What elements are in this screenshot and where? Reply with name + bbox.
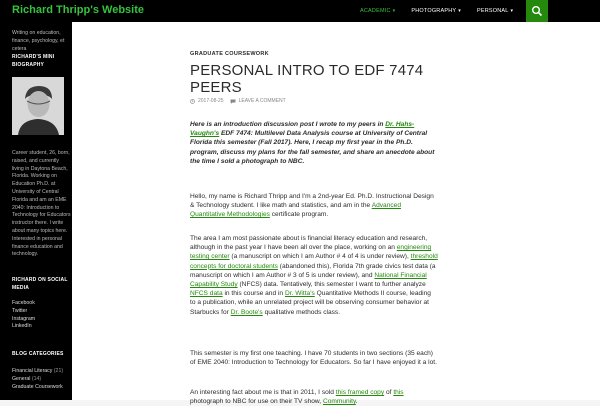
- site-title[interactable]: Richard Thripp's Website: [12, 4, 144, 16]
- link-dr-hahs-vaughn[interactable]: Dr. Hahs-Vaughn's: [190, 121, 415, 138]
- social-link-linkedin[interactable]: LinkedIn: [12, 323, 32, 330]
- link-this-photograph[interactable]: this: [393, 389, 404, 396]
- paragraph-text: Quantitative Methods II course, leading to a publication, while an unrelated project will be observing consumer behavior at Starbucks for: [190, 290, 431, 316]
- sidebar: [0, 22, 72, 400]
- post-paragraph: This semester is my first one teaching. I have 70 students in two sections (35 each) of EME 2040: Introduction to Technology for Educators. So far I have enjoyed it a lot.: [190, 350, 437, 367]
- paragraph-text: qualitative methods class.: [262, 308, 341, 316]
- post-category-link[interactable]: GRADUATE COURSEWORK: [190, 51, 269, 57]
- avatar: [12, 77, 64, 135]
- caret-down-icon: ▾: [392, 8, 396, 14]
- bio-text: Career student, 26, born, raised, and currently living in Daytona Beach, Florida. Working on Education Ph.D. at University of Central Florida and am an EME 2040: Introduction to Technology for Educators instructor there. I write about many topics here. Interested in personal finance education and technology.: [12, 150, 71, 258]
- post-intro: [190, 120, 438, 166]
- link-engineering-testing-center[interactable]: engineering testing center: [190, 244, 432, 261]
- caret-down-icon: ▾: [458, 8, 461, 14]
- bio-heading: RICHARD'S MINI BIOGRAPHY: [12, 54, 55, 68]
- main-content: [72, 22, 600, 406]
- paragraph-text: .: [355, 398, 358, 406]
- search-icon: [531, 5, 543, 17]
- top-bar: [0, 0, 600, 22]
- category-count: (21): [53, 368, 64, 374]
- link-nfcs-data[interactable]: NFCS data: [190, 290, 223, 298]
- leave-comment-link[interactable]: LEAVE A COMMENT: [238, 98, 286, 104]
- post-date[interactable]: 2017-08-25: [198, 98, 224, 104]
- social-link-twitter[interactable]: Twitter: [12, 307, 28, 314]
- site-tagline: Writing on education, finance, psychology, et cetera: [12, 30, 65, 52]
- link-nfcs[interactable]: National Financial Capability Study: [190, 271, 427, 289]
- category-count: (14): [31, 375, 42, 382]
- link-advanced-quantitative-methodologies[interactable]: Advanced Quantitative Methodologies: [190, 202, 402, 219]
- nav-item-academic[interactable]: [352, 0, 403, 22]
- paragraph-text: photograph to NBC for use on their TV show,: [190, 398, 323, 406]
- clock-icon: [190, 99, 195, 104]
- paragraph-text: (NFCS) data. Tentatively, this semester I want to further analyze: [237, 281, 426, 289]
- social-link-instagram[interactable]: Instagram: [12, 315, 36, 322]
- paragraph-text: of: [384, 389, 394, 396]
- intro-text: Here is an introduction discussion post I wrote to my peers in: [190, 121, 386, 128]
- nav-item-label: PERSONAL: [476, 8, 509, 14]
- nav-item-label: PHOTOGRAPHY: [411, 8, 457, 14]
- social-links: [12, 300, 72, 331]
- post-paragraph: [190, 192, 438, 220]
- nav-item-label: ACADEMIC: [360, 8, 391, 14]
- paragraph-text: Hello, my name is Richard Thripp and I'm a 2nd-year Ed. Ph.D. Instructional Design & Technology student. I like math and statistics, and am in the: [190, 193, 434, 210]
- post-meta: [190, 98, 286, 104]
- paragraph-text: An interesting fact about me is that in 2011, I sold: [190, 389, 336, 396]
- link-framed-copy[interactable]: this framed copy: [335, 389, 385, 396]
- category-item[interactable]: [12, 368, 72, 376]
- main-nav: [352, 0, 521, 22]
- paragraph-text: (abandoned this), Florida 7th grade civics test data (a manuscript on which I am Author # 3 of 5 is under review), and: [190, 262, 436, 279]
- comment-icon: [230, 99, 236, 104]
- category-item[interactable]: [12, 376, 72, 384]
- link-community[interactable]: Community: [322, 398, 356, 406]
- nav-item-personal[interactable]: [469, 0, 521, 22]
- paragraph-text: in this course and in: [222, 290, 285, 298]
- paragraph-text: (a manuscript on which I am Author # 4 of 4 is under review),: [229, 253, 411, 261]
- link-dr-boote[interactable]: Dr. Boote's: [230, 308, 263, 316]
- post-title: PERSONAL INTRO TO EDF 7474 PEERS: [190, 62, 424, 96]
- category-name: Graduate Coursework: [12, 383, 63, 390]
- post-paragraph: [190, 388, 438, 406]
- category-name: Financial Literacy: [12, 368, 53, 374]
- intro-text: EDF 7474: Multilevel Data Analysis course at University of Central Florida this semester (Fall 2017). Here, I recap my first year in the Ph.D. program, discuss my plans for the fall semester, and share an anecdote about the time I sold a photograph to NBC.: [190, 130, 435, 165]
- link-threshold-concepts[interactable]: threshold concepts for doctoral students: [190, 253, 438, 270]
- search-button[interactable]: [526, 0, 548, 22]
- categories-heading: BLOG CATEGORIES: [12, 351, 64, 357]
- social-link-facebook[interactable]: Facebook: [12, 300, 35, 306]
- paragraph-text: The area I am most passionate about is financial literacy education and research, although in the past year I have been all over the place, working on an: [190, 235, 428, 252]
- categories-list: [12, 368, 72, 391]
- nav-item-photography[interactable]: [403, 0, 469, 22]
- category-name: General: [12, 375, 31, 382]
- social-heading: RICHARD ON SOCIAL MEDIA: [12, 277, 68, 291]
- link-dr-witta[interactable]: Dr. Witta's: [284, 290, 315, 298]
- post-paragraph: [190, 234, 438, 317]
- paragraph-text: certificate program.: [269, 211, 329, 219]
- caret-down-icon: ▾: [510, 8, 514, 14]
- category-item[interactable]: [12, 384, 72, 392]
